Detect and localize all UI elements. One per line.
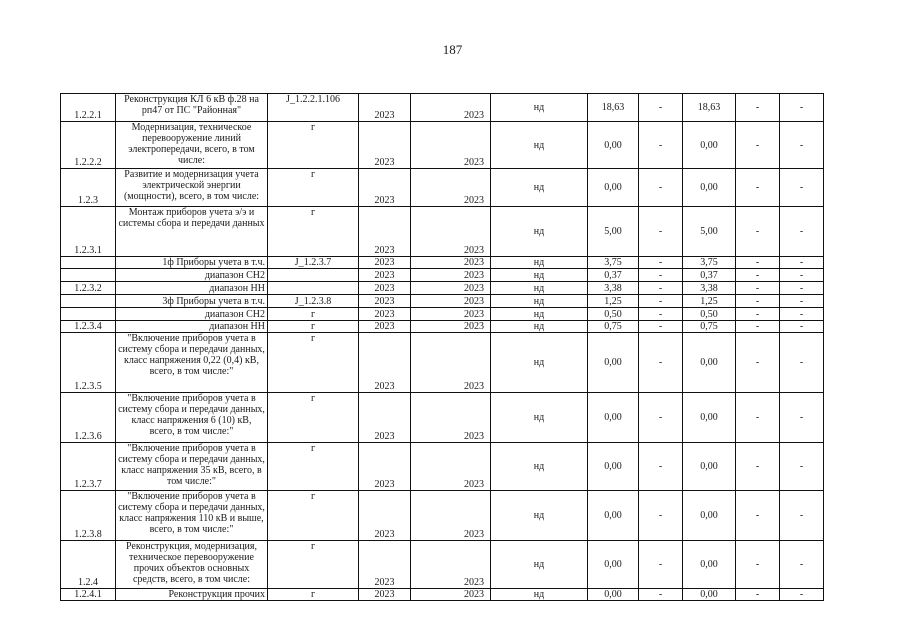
value-fact: 0,00 [683,393,736,443]
table-row [61,308,824,321]
value-fact: 0,00 [683,589,736,601]
project-id: г [268,393,359,443]
unit-cell: нд [491,491,588,541]
project-id [268,282,359,295]
dash-cell: - [639,589,683,601]
value-fact: 1,25 [683,295,736,308]
dash-cell: - [780,443,824,491]
item-code: 1.2.3.7 [61,443,116,491]
start-year: 2023 [359,295,411,308]
end-year: 2023 [411,122,491,169]
dash-cell: - [639,443,683,491]
dash-cell: - [736,589,780,601]
dash-cell: - [639,94,683,122]
item-name: Модернизация, техническое перевооружение линий электропередачи, всего, в том числе: [116,122,268,169]
start-year: 2023 [359,443,411,491]
value-plan: 0,00 [588,333,639,393]
unit-cell: нд [491,282,588,295]
value-plan: 18,63 [588,94,639,122]
project-id: г [268,169,359,207]
project-id: г [268,541,359,589]
item-name: Реконструкция КЛ 6 кВ ф.28 на рп47 от ПС "Районная" [116,94,268,122]
start-year: 2023 [359,269,411,282]
dash-cell: - [780,257,824,269]
item-code: 1.2.3.6 [61,393,116,443]
investment-table [60,93,824,601]
start-year: 2023 [359,169,411,207]
item-code [61,295,116,308]
dash-cell: - [736,94,780,122]
dash-cell: - [780,295,824,308]
item-code: 1.2.3.1 [61,207,116,257]
item-code: 1.2.2.2 [61,122,116,169]
dash-cell: - [780,393,824,443]
end-year: 2023 [411,333,491,393]
value-plan: 0,00 [588,169,639,207]
table-row [61,333,824,393]
item-code [61,308,116,321]
unit-cell: нд [491,333,588,393]
dash-cell: - [639,282,683,295]
start-year: 2023 [359,541,411,589]
value-plan: 1,25 [588,295,639,308]
dash-cell: - [736,257,780,269]
start-year: 2023 [359,321,411,333]
value-plan: 0,50 [588,308,639,321]
dash-cell: - [780,321,824,333]
dash-cell: - [639,541,683,589]
unit-cell: нд [491,269,588,282]
value-plan: 0,75 [588,321,639,333]
end-year: 2023 [411,589,491,601]
item-name: Реконструкция, модернизация, техническое перевооружение прочих объектов основных средств, всего, в том числе: [116,541,268,589]
dash-cell: - [736,321,780,333]
value-fact: 0,37 [683,269,736,282]
item-name: Развитие и модернизация учета электрической энергии (мощности), всего, в том числе: [116,169,268,207]
value-fact: 3,75 [683,257,736,269]
project-id: J_1.2.2.1.106 [268,94,359,122]
table-row [61,122,824,169]
project-id: г [268,589,359,601]
table-row [61,169,824,207]
table-row [61,491,824,541]
end-year: 2023 [411,169,491,207]
value-plan: 0,00 [588,541,639,589]
dash-cell: - [639,207,683,257]
dash-cell: - [736,295,780,308]
item-name: 1ф Приборы учета в т.ч. [116,257,268,269]
end-year: 2023 [411,94,491,122]
unit-cell: нд [491,443,588,491]
item-code: 1.2.4 [61,541,116,589]
end-year: 2023 [411,541,491,589]
dash-cell: - [780,491,824,541]
unit-cell: нд [491,207,588,257]
value-fact: 0,00 [683,443,736,491]
item-code: 1.2.3.5 [61,333,116,393]
item-code: 1.2.3.2 [61,282,116,295]
item-name: 3ф Приборы учета в т.ч. [116,295,268,308]
dash-cell: - [639,169,683,207]
start-year: 2023 [359,122,411,169]
item-code [61,257,116,269]
item-code: 1.2.3 [61,169,116,207]
dash-cell: - [780,308,824,321]
table-row [61,295,824,308]
table-row [61,589,824,601]
item-name: Монтаж приборов учета э/э и системы сбора и передачи данных [116,207,268,257]
dash-cell: - [639,393,683,443]
value-fact: 0,00 [683,541,736,589]
dash-cell: - [780,207,824,257]
dash-cell: - [736,333,780,393]
dash-cell: - [780,94,824,122]
table-body [61,94,824,601]
item-name: "Включение приборов учета в систему сбора и передачи данных, класс напряжения 6 (10) кВ, всего, в том числе:" [116,393,268,443]
dash-cell: - [639,491,683,541]
start-year: 2023 [359,333,411,393]
start-year: 2023 [359,308,411,321]
item-name: диапазон СН2 [116,308,268,321]
end-year: 2023 [411,393,491,443]
start-year: 2023 [359,207,411,257]
table-row [61,207,824,257]
item-name: "Включение приборов учета в систему сбора и передачи данных, класс напряжения 110 кВ и выше, всего, в том числе:" [116,491,268,541]
dash-cell: - [736,169,780,207]
unit-cell: нд [491,393,588,443]
value-plan: 0,00 [588,589,639,601]
item-code: 1.2.3.4 [61,321,116,333]
dash-cell: - [736,207,780,257]
item-name: диапазон НН [116,321,268,333]
value-fact: 0,50 [683,308,736,321]
page-number: 187 [442,42,463,57]
start-year: 2023 [359,282,411,295]
project-id: г [268,122,359,169]
dash-cell: - [780,269,824,282]
table-row [61,321,824,333]
end-year: 2023 [411,282,491,295]
value-fact: 5,00 [683,207,736,257]
unit-cell: нд [491,122,588,169]
dash-cell: - [780,333,824,393]
value-plan: 3,38 [588,282,639,295]
item-name: диапазон СН2 [116,269,268,282]
dash-cell: - [736,393,780,443]
dash-cell: - [639,333,683,393]
dash-cell: - [639,321,683,333]
project-id: г [268,308,359,321]
dash-cell: - [736,122,780,169]
end-year: 2023 [411,207,491,257]
unit-cell: нд [491,257,588,269]
value-plan: 0,00 [588,443,639,491]
item-code [61,269,116,282]
value-plan: 0,00 [588,393,639,443]
table-row [61,269,824,282]
table-row [61,94,824,122]
project-id: г [268,207,359,257]
value-fact: 3,38 [683,282,736,295]
end-year: 2023 [411,269,491,282]
value-plan: 0,00 [588,122,639,169]
dash-cell: - [780,122,824,169]
table-row [61,541,824,589]
project-id: J_1.2.3.8 [268,295,359,308]
table-row [61,443,824,491]
dash-cell: - [736,541,780,589]
table-row [61,282,824,295]
dash-cell: - [736,491,780,541]
dash-cell: - [639,295,683,308]
dash-cell: - [639,122,683,169]
end-year: 2023 [411,443,491,491]
item-code: 1.2.2.1 [61,94,116,122]
end-year: 2023 [411,321,491,333]
value-plan: 5,00 [588,207,639,257]
unit-cell: нд [491,589,588,601]
value-fact: 0,75 [683,321,736,333]
item-code: 1.2.3.8 [61,491,116,541]
value-plan: 0,00 [588,491,639,541]
table-row [61,393,824,443]
dash-cell: - [639,269,683,282]
dash-cell: - [639,308,683,321]
item-name: "Включение приборов учета в систему сбора и передачи данных, класс напряжения 35 кВ, всего, в том числе:" [116,443,268,491]
value-fact: 0,00 [683,491,736,541]
unit-cell: нд [491,321,588,333]
start-year: 2023 [359,589,411,601]
project-id: J_1.2.3.7 [268,257,359,269]
dash-cell: - [736,269,780,282]
project-id: г [268,443,359,491]
unit-cell: нд [491,94,588,122]
project-id: г [268,491,359,541]
dash-cell: - [736,308,780,321]
item-name: "Включение приборов учета в систему сбора и передачи данных, класс напряжения 0,22 (0,4) кВ, всего, в том числе:" [116,333,268,393]
value-fact: 0,00 [683,169,736,207]
value-fact: 0,00 [683,122,736,169]
dash-cell: - [780,541,824,589]
dash-cell: - [639,257,683,269]
project-id: г [268,321,359,333]
item-code: 1.2.4.1 [61,589,116,601]
value-fact: 0,00 [683,333,736,393]
value-fact: 18,63 [683,94,736,122]
start-year: 2023 [359,393,411,443]
start-year: 2023 [359,257,411,269]
unit-cell: нд [491,169,588,207]
unit-cell: нд [491,295,588,308]
end-year: 2023 [411,257,491,269]
unit-cell: нд [491,541,588,589]
dash-cell: - [736,443,780,491]
start-year: 2023 [359,94,411,122]
dash-cell: - [780,589,824,601]
dash-cell: - [736,282,780,295]
item-name: Реконструкция прочих [116,589,268,601]
table-row [61,257,824,269]
item-name: диапазон НН [116,282,268,295]
project-id [268,269,359,282]
value-plan: 0,37 [588,269,639,282]
unit-cell: нд [491,308,588,321]
end-year: 2023 [411,295,491,308]
end-year: 2023 [411,308,491,321]
value-plan: 3,75 [588,257,639,269]
dash-cell: - [780,282,824,295]
dash-cell: - [780,169,824,207]
project-id: г [268,333,359,393]
start-year: 2023 [359,491,411,541]
end-year: 2023 [411,491,491,541]
